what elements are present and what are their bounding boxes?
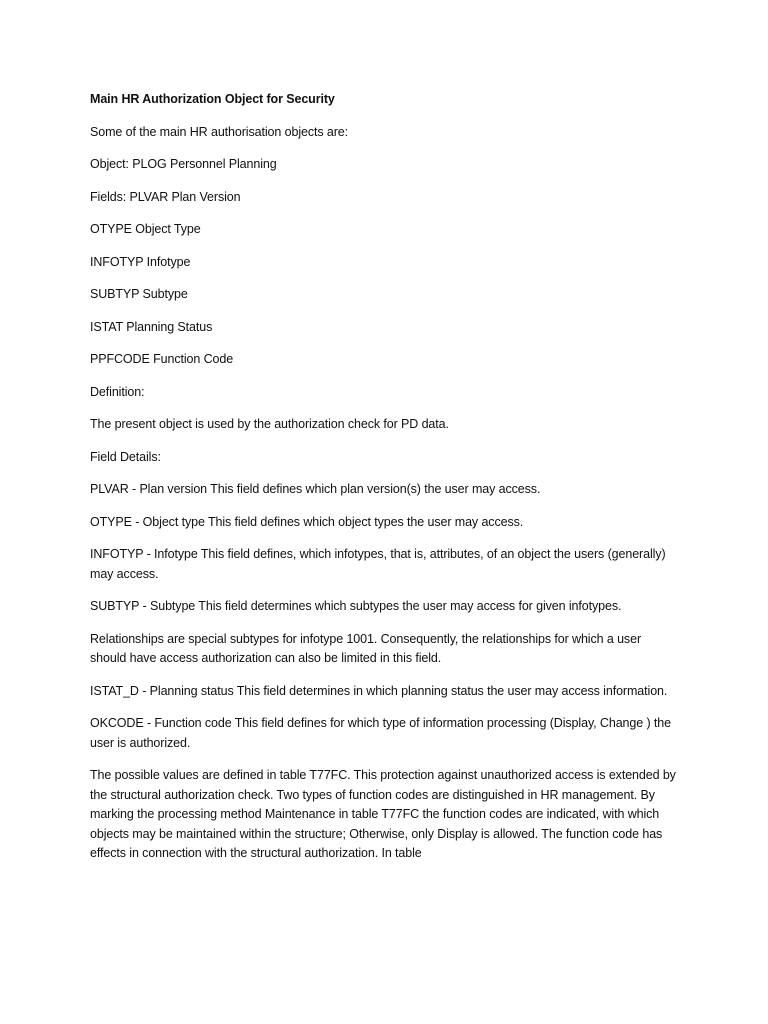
okcode-paragraph: OKCODE - Function code This field defines for which type of information processing (Display, Change ) the user is authorized. — [90, 716, 671, 750]
subtyp-line: SUBTYP Subtype — [90, 287, 188, 301]
definition-heading: Definition: — [90, 384, 145, 399]
istat-line: ISTAT Planning Status — [90, 319, 213, 334]
infotyp-line: INFOTYP Infotype — [90, 254, 191, 269]
ppfcode-line: PPFCODE Function Code — [90, 352, 234, 366]
document-body — [90, 90, 680, 877]
relationships-paragraph: Relationships are special subtypes for infotype 1001. Consequently, the relationships for which a user should have access authorization can also be limited in this field. — [90, 631, 642, 665]
istat-d-paragraph: ISTAT_D - Planning status This field determines in which planning status the user may access information. — [90, 683, 668, 698]
intro-paragraph: Some of the main HR authorisation objects are: — [90, 124, 349, 139]
document-title: Main HR Authorization Object for Security — [90, 92, 335, 106]
infotyp-paragraph: INFOTYP - Infotype This field defines, which infotypes, that is, attributes, of an object the users (generally) may access. — [90, 547, 666, 581]
definition-paragraph: The present object is used by the authorization check for PD data. — [90, 417, 449, 431]
possible-values-paragraph: The possible values are defined in table T77FC. This protection against unauthorized access is extended by the structural authorization check. Two types of function codes are distinguished in HR management. By marking the processing method Maintenance in table T77FC the function codes are indicated, with which objects may be maintained within the structure; Otherwise, only Display is allowed. The function code has effects in connection with the structural authorization. In table — [90, 768, 676, 860]
otype-paragraph: OTYPE - Object type This field defines which object types the user may access. — [90, 514, 524, 529]
object-line: Object: PLOG Personnel Planning — [90, 157, 277, 171]
subtyp-paragraph: SUBTYP - Subtype This field determines which subtypes the user may access for given infotypes. — [90, 599, 622, 613]
field-details-heading: Field Details: — [90, 449, 161, 464]
otype-line: OTYPE Object Type — [90, 222, 201, 236]
fields-line: Fields: PLVAR Plan Version — [90, 189, 241, 204]
plvar-paragraph: PLVAR - Plan version This field defines which plan version(s) the user may access. — [90, 482, 541, 496]
